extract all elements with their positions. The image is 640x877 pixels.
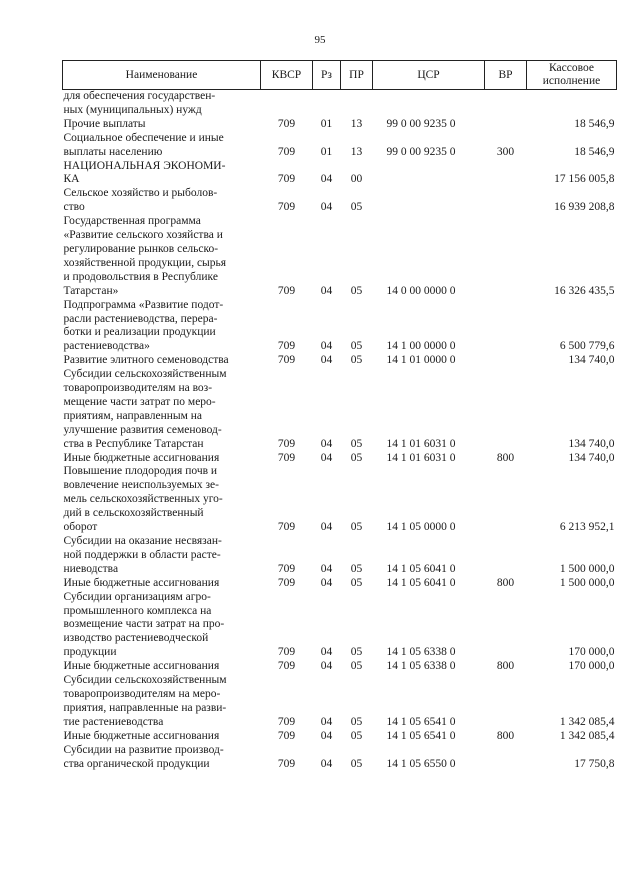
row-name-line: «Развитие сельского хозяйства и [63, 229, 223, 242]
header-kassovoe-line1: Кассовое [549, 62, 594, 74]
row-amount: 170 000,0 [568, 646, 615, 659]
row-pr: 05 [350, 715, 363, 728]
table-body [63, 90, 617, 772]
row-rz: 04 [320, 576, 333, 589]
row-pr: 13 [350, 117, 363, 130]
row-vr [485, 465, 527, 535]
row-name-line: Иные бюджетные ассигнования [63, 576, 220, 589]
row-kvsr: 709 [277, 451, 296, 464]
row-vr: 800 [496, 451, 515, 464]
table-row [63, 160, 617, 188]
row-rz: 04 [320, 173, 333, 186]
row-name [63, 535, 261, 577]
row-csr: 14 1 05 0000 0 [386, 521, 456, 534]
row-name-line: и продовольствия в Республике [63, 270, 218, 283]
row-kvsr: 709 [277, 576, 296, 589]
table-row [63, 299, 617, 355]
row-csr: 14 1 05 6041 0 [386, 562, 456, 575]
table-row [63, 535, 617, 577]
row-name [63, 299, 261, 355]
row-name-line: Субсидии на развитие производ- [63, 743, 224, 756]
row-vr [485, 215, 527, 298]
row-rz: 01 [320, 145, 333, 158]
row-vr [485, 591, 527, 661]
row-rz: 04 [320, 562, 333, 575]
row-name-line: Иные бюджетные ассигнования [63, 660, 220, 673]
row-name-line: улучшение развития семеновод- [63, 423, 222, 436]
row-pr: 05 [350, 576, 363, 589]
header-kvsr: КВСР [261, 61, 313, 90]
row-amount: 1 342 085,4 [559, 715, 615, 728]
row-amount: 16 326 435,5 [554, 284, 615, 297]
row-vr [485, 535, 527, 577]
row-vr [485, 118, 527, 132]
row-name-line: хозяйственной продукции, сырья [63, 256, 227, 269]
row-name-line: Прочие выплаты [63, 117, 146, 130]
row-name-line: ства в Республике Татарстан [63, 437, 204, 450]
row-kvsr: 709 [277, 562, 296, 575]
row-rz: 04 [320, 451, 333, 464]
row-name [63, 660, 261, 674]
row-pr [341, 90, 373, 118]
row-name [63, 160, 261, 188]
header-kassovoe-line2: исполнение [542, 75, 601, 87]
row-name [63, 118, 261, 132]
row-pr: 05 [350, 201, 363, 214]
table-row [63, 118, 617, 132]
row-vr [485, 744, 527, 772]
row-csr: 99 0 00 9235 0 [386, 117, 456, 130]
row-name-line: ство [63, 201, 85, 214]
row-kvsr: 709 [277, 660, 296, 673]
row-name-line: приятиям, направленным на [63, 409, 203, 422]
row-csr: 14 1 01 0000 0 [386, 354, 456, 367]
row-kvsr: 709 [277, 729, 296, 742]
row-amount: 18 546,9 [574, 145, 615, 158]
row-name-line: Сельское хозяйство и рыболов- [63, 187, 218, 200]
row-vr [485, 90, 527, 118]
row-pr: 00 [350, 173, 363, 186]
row-pr: 05 [350, 284, 363, 297]
row-csr: 14 0 00 0000 0 [386, 284, 456, 297]
table-row [63, 660, 617, 674]
row-amount: 1 500 000,0 [559, 576, 615, 589]
row-name-line: приятия, направленные на разви- [63, 701, 227, 714]
row-amount: 6 213 952,1 [559, 521, 615, 534]
row-name-line: Иные бюджетные ассигнования [63, 729, 220, 742]
row-amount: 17 750,8 [574, 757, 615, 770]
row-kvsr: 709 [277, 173, 296, 186]
row-pr: 05 [350, 729, 363, 742]
row-amount: 170 000,0 [568, 660, 615, 673]
row-name-line: Иные бюджетные ассигнования [63, 451, 220, 464]
row-name [63, 730, 261, 744]
row-name [63, 674, 261, 730]
row-name [63, 452, 261, 466]
row-csr: 14 1 05 6550 0 [386, 757, 456, 770]
row-pr: 13 [350, 145, 363, 158]
row-kvsr [261, 90, 313, 118]
row-pr: 05 [350, 562, 363, 575]
row-name-line: товаропроизводителям на меро- [63, 687, 221, 700]
row-rz [313, 90, 341, 118]
row-vr: 800 [496, 729, 515, 742]
row-rz: 04 [320, 646, 333, 659]
header-csr: ЦСР [373, 61, 485, 90]
table-row [63, 452, 617, 466]
row-csr: 14 1 05 6338 0 [386, 646, 456, 659]
row-rz: 01 [320, 117, 333, 130]
header-rz: Рз [313, 61, 341, 90]
row-name-line: растениеводства» [63, 340, 150, 353]
row-name-line: КА [63, 173, 80, 186]
row-pr: 05 [350, 340, 363, 353]
row-amount: 18 546,9 [574, 117, 615, 130]
row-amount: 16 939 208,8 [554, 201, 615, 214]
row-pr: 05 [350, 660, 363, 673]
row-amount: 6 500 779,6 [559, 340, 615, 353]
row-name-line: ботки и реализации продукции [63, 326, 216, 339]
row-name-line: Подпрограмма «Развитие подот- [63, 298, 224, 311]
row-amount: 134 740,0 [568, 451, 615, 464]
header-name: Наименование [63, 61, 261, 90]
row-rz: 04 [320, 729, 333, 742]
row-name-line: для обеспечения государствен- [63, 90, 216, 102]
row-csr [373, 90, 485, 118]
row-kvsr: 709 [277, 521, 296, 534]
row-csr: 14 1 05 6541 0 [386, 729, 456, 742]
row-kvsr: 709 [277, 117, 296, 130]
page-number: 95 [314, 34, 326, 46]
row-name-line: мещение части затрат по меро- [63, 395, 216, 408]
row-name-line: дий в сельскохозяйственный [63, 507, 204, 520]
table-row [63, 591, 617, 661]
row-kvsr: 709 [277, 646, 296, 659]
row-name [63, 90, 261, 118]
table-row [63, 674, 617, 730]
row-name [63, 354, 261, 368]
row-kvsr: 709 [277, 715, 296, 728]
row-csr: 14 1 01 6031 0 [386, 451, 456, 464]
header-kassovoe [527, 61, 617, 90]
row-vr: 300 [496, 145, 515, 158]
table-row [63, 577, 617, 591]
table-row [63, 187, 617, 215]
row-rz: 04 [320, 757, 333, 770]
table-row [63, 215, 617, 298]
row-kvsr: 709 [277, 201, 296, 214]
row-name-line: Государственная программа [63, 215, 201, 228]
row-rz: 04 [320, 521, 333, 534]
row-name-line: товаропроизводителям на воз- [63, 382, 213, 395]
row-vr [485, 299, 527, 355]
row-vr [485, 674, 527, 730]
row-name-line: Субсидии на оказание несвязан- [63, 535, 222, 547]
row-amount [527, 90, 617, 118]
row-kvsr: 709 [277, 757, 296, 770]
row-pr: 05 [350, 646, 363, 659]
row-csr: 99 0 00 9235 0 [386, 145, 456, 158]
row-rz: 04 [320, 201, 333, 214]
row-csr: 14 1 00 0000 0 [386, 340, 456, 353]
row-name-line: Повышение плодородия почв и [63, 465, 218, 478]
row-rz: 04 [320, 340, 333, 353]
header-pr: ПР [341, 61, 373, 90]
row-name-line: ниеводства [63, 562, 119, 575]
row-amount: 134 740,0 [568, 437, 615, 450]
row-vr [485, 160, 527, 188]
row-pr: 05 [350, 354, 363, 367]
row-name-line: мель сельскохозяйственных уго- [63, 493, 223, 506]
row-name-line: расли растениеводства, перера- [63, 312, 218, 325]
row-name-line: промышленного комплекса на [63, 604, 212, 617]
table-row [63, 90, 617, 118]
row-amount: 1 342 085,4 [559, 729, 615, 742]
header-vr: ВР [485, 61, 527, 90]
row-name [63, 591, 261, 661]
row-kvsr: 709 [277, 284, 296, 297]
row-name [63, 744, 261, 772]
row-name-line: выплаты населению [63, 145, 163, 158]
table-row [63, 744, 617, 772]
table-row [63, 132, 617, 160]
row-name-line: Субсидии организациям агро- [63, 590, 211, 603]
row-kvsr: 709 [277, 145, 296, 158]
row-name-line: Развитие элитного семеноводства [63, 354, 229, 367]
table-row [63, 730, 617, 744]
table-row [63, 368, 617, 451]
row-name [63, 368, 261, 451]
row-pr: 05 [350, 757, 363, 770]
row-csr [373, 160, 485, 188]
row-rz: 04 [320, 284, 333, 297]
row-csr: 14 1 05 6041 0 [386, 576, 456, 589]
row-name [63, 132, 261, 160]
row-vr [485, 354, 527, 368]
row-pr: 05 [350, 451, 363, 464]
row-name [63, 187, 261, 215]
row-amount: 1 500 000,0 [559, 562, 615, 575]
row-name-line: возмещение части затрат на про- [63, 618, 225, 631]
row-name-line: вовлечение неиспользуемых зе- [63, 479, 219, 492]
row-vr: 800 [496, 576, 515, 589]
row-pr: 05 [350, 521, 363, 534]
row-rz: 04 [320, 354, 333, 367]
row-name-line: изводство растениеводческой [63, 632, 209, 645]
row-name-line: тие растениеводства [63, 715, 164, 728]
row-name-line: продукции [63, 646, 117, 659]
row-name [63, 215, 261, 298]
row-kvsr: 709 [277, 340, 296, 353]
row-amount: 134 740,0 [568, 354, 615, 367]
row-name-line: регулирование рынков сельско- [63, 242, 219, 255]
row-vr [485, 368, 527, 451]
row-name-line: ных (муниципальных) нужд [63, 103, 202, 116]
row-name-line: Субсидии сельскохозяйственным [63, 674, 227, 687]
row-name-line: Социальное обеспечение и иные [63, 131, 224, 144]
row-rz: 04 [320, 437, 333, 450]
row-name-line: НАЦИОНАЛЬНАЯ ЭКОНОМИ- [63, 159, 226, 172]
row-csr [373, 187, 485, 215]
row-rz: 04 [320, 715, 333, 728]
row-kvsr: 709 [277, 437, 296, 450]
row-rz: 04 [320, 660, 333, 673]
budget-table [62, 60, 617, 771]
row-csr: 14 1 01 6031 0 [386, 437, 456, 450]
row-name-line: ства органической продукции [63, 757, 210, 770]
table-row [63, 465, 617, 535]
row-name-line: ной поддержки в области расте- [63, 548, 221, 561]
row-vr [485, 187, 527, 215]
row-name [63, 577, 261, 591]
table-row [63, 354, 617, 368]
row-csr: 14 1 05 6338 0 [386, 660, 456, 673]
row-csr: 14 1 05 6541 0 [386, 715, 456, 728]
row-name-line: Татарстан» [63, 284, 119, 297]
table-header [63, 61, 617, 90]
row-amount: 17 156 005,8 [554, 173, 615, 186]
row-name [63, 465, 261, 535]
row-vr: 800 [496, 660, 515, 673]
row-pr: 05 [350, 437, 363, 450]
row-name-line: оборот [63, 521, 98, 534]
row-kvsr: 709 [277, 354, 296, 367]
row-name-line: Субсидии сельскохозяйственным [63, 368, 227, 381]
